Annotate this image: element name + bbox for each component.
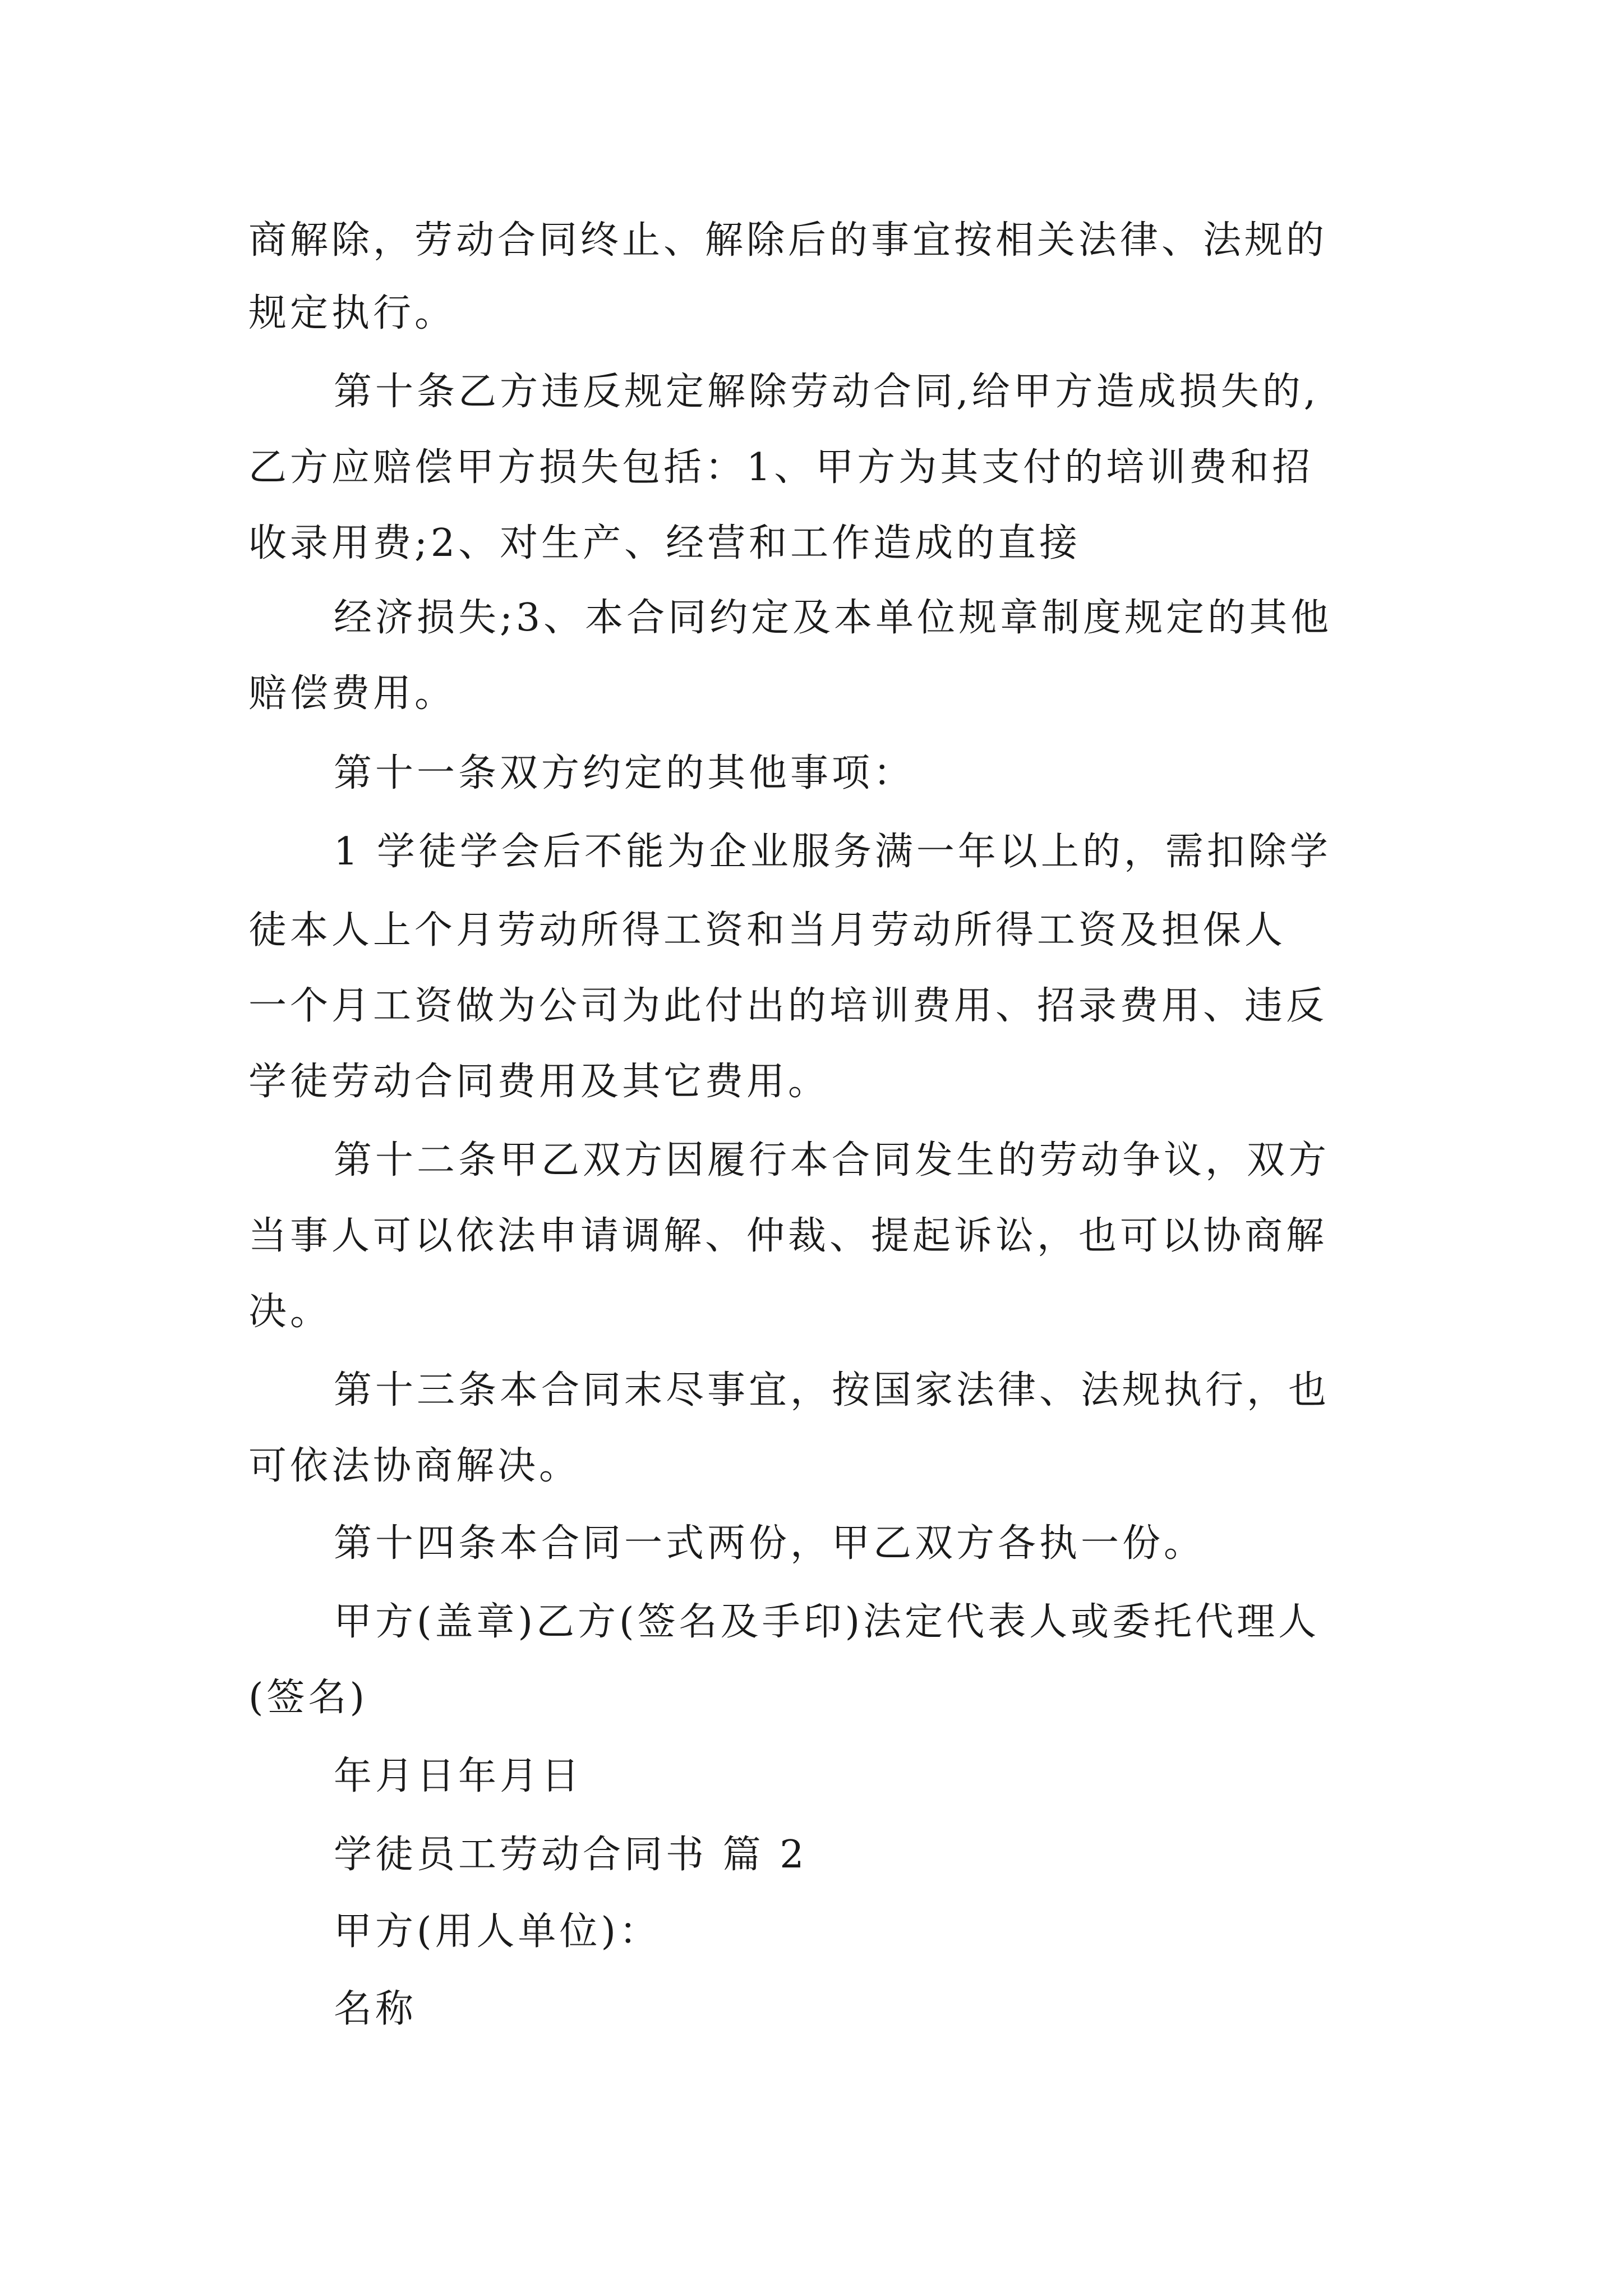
text-line: (签名)	[248, 1676, 368, 1720]
text-line: 第十一条双方约定的其他事项：	[334, 751, 915, 795]
text-line: 决。	[248, 1290, 332, 1334]
text-line: 甲方(用人单位)：	[334, 1910, 661, 1954]
text-line: 可依法协商解决。	[248, 1444, 581, 1488]
section-heading: 学徒员工劳动合同书 篇 2	[334, 1833, 808, 1877]
text-line: 甲方(盖章)乙方(签名及手印)法定代表人或委托代理人	[334, 1600, 1320, 1644]
text-line: 第十三条本合同末尽事宜，按国家法律、法规执行，也	[334, 1368, 1330, 1412]
text-line: 一个月工资做为公司为此付出的培训费用、招录费用、违反	[248, 984, 1328, 1028]
text-line: 第十条乙方违反规定解除劳动合同,给甲方造成损失的,	[334, 370, 1320, 414]
text-line: 1 学徒学会后不能为企业服务满一年以上的，需扣除学	[334, 830, 1331, 874]
text-line: 名称	[334, 1987, 417, 2031]
text-line: 第十四条本合同一式两份，甲乙双方各执一份。	[334, 1521, 1206, 1566]
text-line: 第十二条甲乙双方因履行本合同发生的劳动争议，双方	[334, 1138, 1330, 1182]
text-line: 收录用费;2、对生产、经营和工作造成的直接	[248, 521, 1081, 565]
text-line: 赔偿费用。	[248, 671, 457, 716]
text-line: 乙方应赔偿甲方损失包括：1、甲方为其支付的培训费和招	[248, 445, 1314, 490]
text-line: 学徒劳动合同费用及其它费用。	[248, 1060, 830, 1104]
text-line: 规定执行。	[248, 291, 457, 335]
text-line: 徒本人上个月劳动所得工资和当月劳动所得工资及担保人	[248, 908, 1287, 953]
text-line: 当事人可以依法申请调解、仲裁、提起诉讼，也可以协商解	[248, 1214, 1328, 1258]
text-line: 经济损失;3、本合同约定及本单位规章制度规定的其他	[334, 596, 1332, 640]
text-line: 商解除，劳动合同终止、解除后的事宜按相关法律、法规的	[248, 218, 1328, 263]
text-line: 年月日年月日	[334, 1754, 583, 1798]
